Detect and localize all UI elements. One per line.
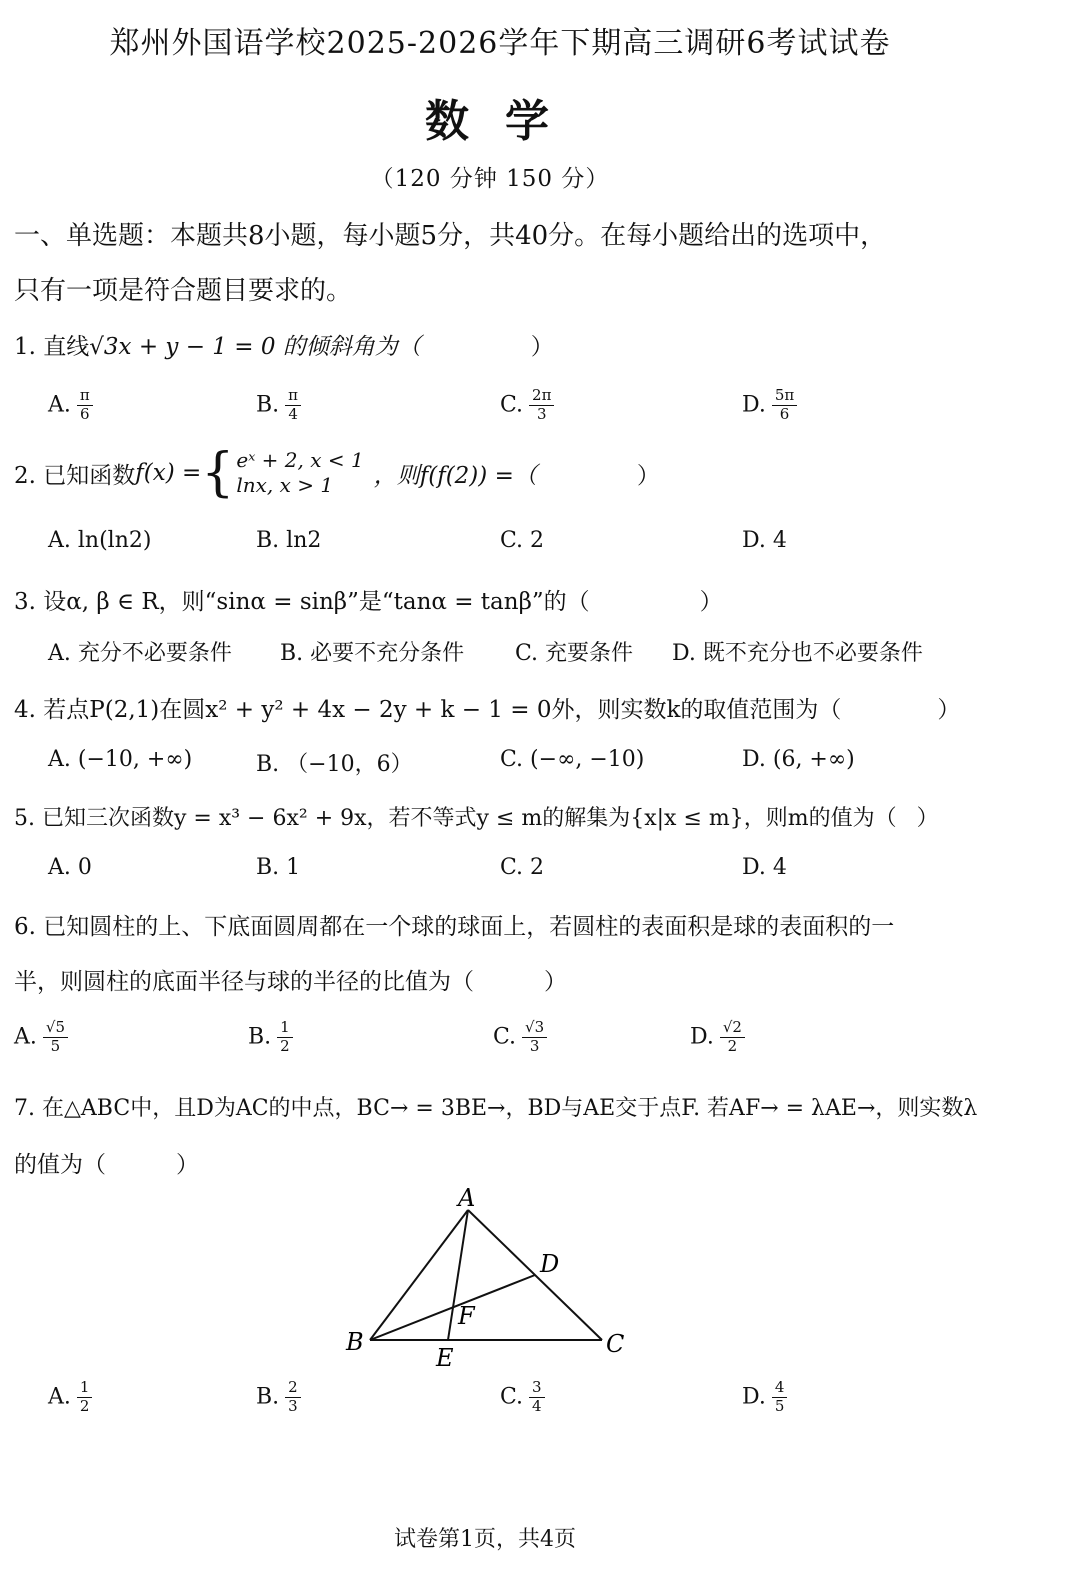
q1-option-b[interactable]: B. $\frac{\pi}{4}$	[256, 388, 301, 423]
section-heading-line2: 只有一项是符合题目要求的。	[14, 276, 353, 306]
q4-option-a[interactable]: A. (−10, +∞)	[48, 747, 193, 772]
q7-option-a[interactable]: A. $\frac{1}{2}$	[48, 1380, 92, 1415]
q6-option-c[interactable]: C. $\frac{√3}{3}$	[493, 1020, 547, 1055]
q7-option-d[interactable]: D. $\frac{4}{5}$	[742, 1380, 787, 1415]
question-2-stem: 2. 已知函数 f(x) = { eˣ + 2, x < 1 lnx, x > 1 ，则f(f(2)) =（ ）	[14, 442, 660, 503]
q3-option-a[interactable]: A. 充分不必要条件	[48, 641, 232, 666]
q3-option-d[interactable]: D. 既不充分也不必要条件	[672, 641, 923, 666]
q2-option-a[interactable]: A. ln(ln2)	[48, 528, 152, 553]
q4-option-d[interactable]: D. (6, +∞)	[742, 747, 855, 772]
school-exam-title: 郑州外国语学校2025-2026学年下期高三调研6考试试卷	[109, 26, 891, 61]
q2-option-c[interactable]: C. 2	[500, 528, 545, 553]
question-3-stem: 3. 设α, β ∈ R，则“sinα = sinβ”是“tanα = tanβ”的（ ）	[14, 589, 723, 615]
question-6-line1: 6. 已知圆柱的上、下底面圆周都在一个球的球面上，若圆柱的表面积是球的表面积的一	[14, 914, 895, 940]
q1-option-c[interactable]: C. $\frac{2\pi}{3}$	[500, 388, 554, 423]
q1-option-a[interactable]: A. $\frac{\pi}{6}$	[48, 388, 93, 423]
q6-option-a[interactable]: A. $\frac{√5}{5}$	[14, 1020, 68, 1055]
label-e: E	[436, 1344, 454, 1370]
question-6-line2: 半，则圆柱的底面半径与球的半径的比值为（ ）	[14, 969, 567, 995]
subject-title: 数学	[425, 96, 585, 147]
section-heading-line1: 一、单选题：本题共8小题，每小题5分，共40分。在每小题给出的选项中，	[14, 221, 887, 251]
q3-option-b[interactable]: B. 必要不充分条件	[280, 641, 465, 666]
label-a: A	[458, 1184, 476, 1212]
q5-option-b[interactable]: B. 1	[256, 855, 301, 880]
question-4-stem: 4. 若点P(2,1)在圆x² + y² + 4x − 2y + k − 1 = 0外，则实数k的取值范围为（ ）	[14, 697, 961, 723]
question-7-line2: 的值为（ ）	[14, 1152, 199, 1178]
exam-duration-score: （120 分钟 150 分）	[370, 166, 610, 192]
q6-option-d[interactable]: D. $\frac{√2}{2}$	[690, 1020, 745, 1055]
label-d: D	[540, 1250, 560, 1278]
question-1-stem: 1. 直线√3x + y − 1 = 0 的倾斜角为（ ）	[14, 334, 554, 360]
label-b: B	[346, 1328, 364, 1356]
q1-option-d[interactable]: D. $\frac{5\pi}{6}$	[742, 388, 797, 423]
q5-option-d[interactable]: D. 4	[742, 855, 787, 880]
q3-option-c[interactable]: C. 充要条件	[515, 641, 634, 666]
q5-option-a[interactable]: A. 0	[48, 855, 92, 880]
q7-option-b[interactable]: B. $\frac{2}{3}$	[256, 1380, 301, 1415]
label-f: F	[458, 1302, 475, 1330]
question-5-stem: 5. 已知三次函数y = x³ − 6x² + 9x，若不等式y ≤ m的解集为{x|x ≤ m}，则m的值为（ ）	[14, 806, 939, 831]
label-c: C	[606, 1330, 625, 1358]
q4-option-c[interactable]: C. (−∞, −10)	[500, 747, 645, 772]
question-7-line1: 7. 在△ABC中，且D为AC的中点，BC→ = 3BE→，BD与AE交于点F. 若AF→ = λAE→，则实数λ	[14, 1096, 978, 1121]
q2-option-d[interactable]: D. 4	[742, 528, 787, 553]
q2-option-b[interactable]: B. ln2	[256, 528, 322, 553]
page-footer: 试卷第1页，共4页	[394, 1527, 576, 1552]
triangle-figure	[330, 1180, 650, 1370]
q5-option-c[interactable]: C. 2	[500, 855, 545, 880]
q4-option-b[interactable]: B. （−10，6）	[256, 752, 413, 777]
q6-option-b[interactable]: B. $\frac{1}{2}$	[248, 1020, 293, 1055]
q7-option-c[interactable]: C. $\frac{3}{4}$	[500, 1380, 545, 1415]
